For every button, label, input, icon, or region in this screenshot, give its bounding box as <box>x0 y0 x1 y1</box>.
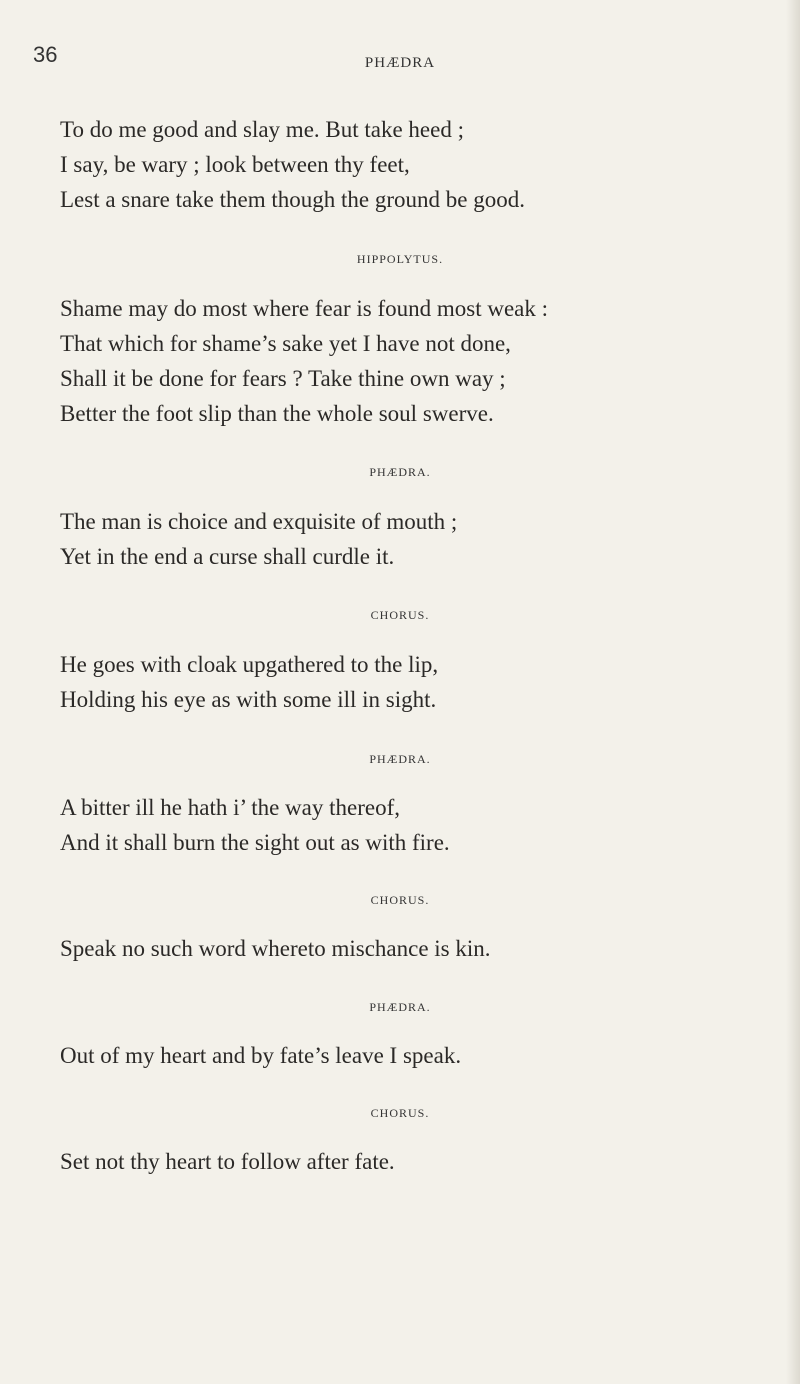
verse-line: And it shall burn the sight out as with fire. <box>60 830 450 855</box>
verse-line: Better the foot slip than the whole soul swerve. <box>60 401 494 426</box>
verse-line: Yet in the end a curse shall curdle it. <box>60 544 395 569</box>
verse-line: A bitter ill he hath i’ the way thereof, <box>60 795 400 820</box>
page-edge-shadow <box>786 0 800 1384</box>
speaker-heading: CHORUS. <box>370 1106 430 1120</box>
verse-line: I say, be wary ; look between thy feet, <box>60 152 410 177</box>
speaker-heading: CHORUS. <box>370 608 430 622</box>
speaker-heading: CHORUS. <box>370 893 430 907</box>
verse-line: Speak no such word whereto mischance is kin. <box>60 936 491 961</box>
verse-line: Lest a snare take them though the ground be good. <box>60 187 525 212</box>
verse-line: That which for shame’s sake yet I have not done, <box>60 331 511 356</box>
speaker-heading: HIPPOLYTUS. <box>356 252 444 266</box>
speaker-heading: PHÆDRA. <box>369 465 431 479</box>
running-head: PHÆDRA <box>364 55 436 71</box>
verse-line: Set not thy heart to follow after fate. <box>60 1149 395 1174</box>
speaker-heading: PHÆDRA. <box>369 1000 431 1014</box>
verse-line: He goes with cloak upgathered to the lip, <box>60 652 439 677</box>
verse-line: Shame may do most where fear is found most weak : <box>60 296 548 321</box>
verse-line: Holding his eye as with some ill in sight. <box>60 687 437 712</box>
page-number: 36 <box>33 42 58 67</box>
speaker-heading: PHÆDRA. <box>369 752 431 766</box>
verse-line: Shall it be done for fears ? Take thine own way ; <box>60 366 506 391</box>
verse-line: Out of my heart and by fate’s leave I speak. <box>60 1043 462 1068</box>
verse-line: To do me good and slay me. But take heed ; <box>60 117 464 142</box>
verse-line: The man is choice and exquisite of mouth ; <box>60 509 458 534</box>
